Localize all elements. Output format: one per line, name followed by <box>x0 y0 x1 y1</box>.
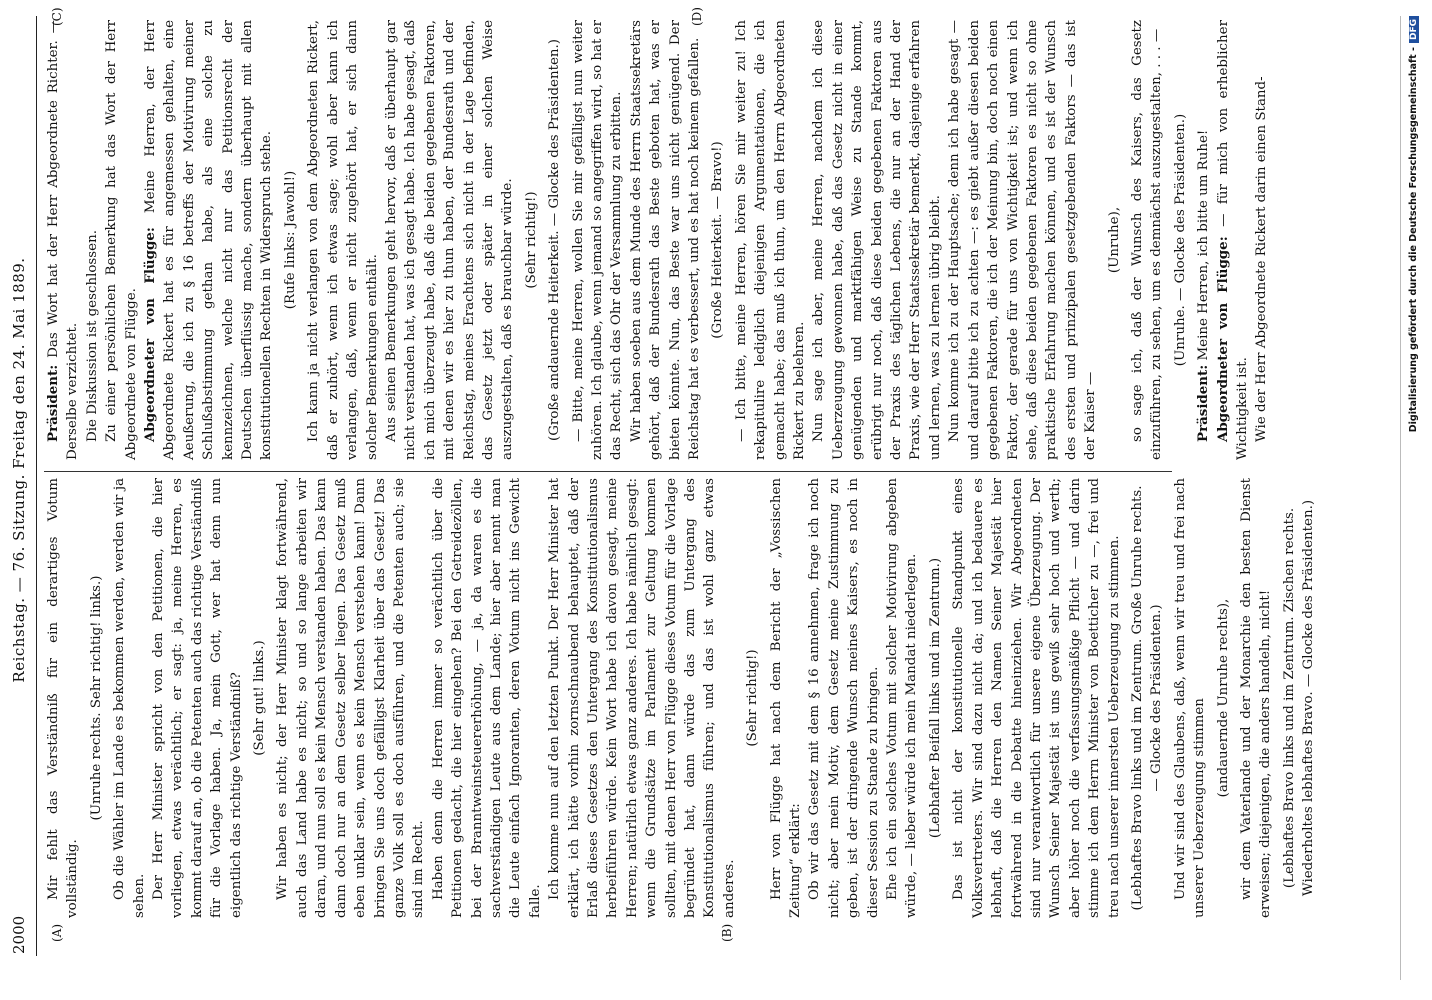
paragraph-text: (Unruhe. — Glocke des Präsidenten.) <box>1172 113 1188 367</box>
paragraph-text: Der Herr Minister spricht von den Petitionen, die hier vorliegen, etwas verächtlich; er sagt: ja, meine Herren, es kommt darauf an, ob die Petenten auch das richtige Verständniß für die Vorlage haben. Ja, mein Gott, wer hat denn nun eigentlich das richtige Verständniß? <box>151 478 244 918</box>
paragraph-text: Ob wir das Gesetz mit dem § 16 annehmen, frage ich noch nicht; aber mein Motiv, dem Gesetz meine Zustimmung zu geben, ist der dringende Wunsch meines Kaisers, es noch in dieser Session zu Stande zu bringen. <box>807 478 881 918</box>
right-paragraph <box>732 20 810 460</box>
left-interjection <box>1280 478 1319 918</box>
paragraph-text: — Bitte, meine Herren, wollen Sie mir gefälligst nun weiter zuhören. Ich glaube, wenn jemand so angegriffen wird, so hat er das Recht, sich das Ohr der Versammlung zu erbitten. <box>570 20 625 460</box>
right-interjection <box>522 20 541 460</box>
speaker-name: Präsident: <box>1195 364 1212 442</box>
paragraph-text: Wie der Herr Abgeordnete Rickert darin einen Stand- <box>1254 76 1270 442</box>
paragraph-text: Meine Herren, der Herr Abgeordnete Rickert hat es für angemessen gehalten, eine Aeußerung, die ich zu § 16 betreffs der Motivirung meiner Schlußabstimmung gethan habe, als eine solche zu kennzeichnen, welche nicht nur das Petitionsrecht der Deutschen überflüssig mache, sondern überhaupt mit allen konstitutionellen Rechten in Widerspruch stehe. <box>143 20 275 460</box>
left-paragraph <box>949 478 1124 918</box>
left-interjection <box>250 478 269 918</box>
column-divider <box>44 471 1172 472</box>
left-paragraph <box>1171 478 1210 918</box>
dfg-badge: DFG <box>1409 16 1419 43</box>
right-interjection <box>281 20 300 460</box>
paragraph-text: Nun komme ich zu der Hauptsache; denn ich habe gesagt — und darauf bitte ich zu achten —: es giebt außer diesen beiden gegebenen Faktoren, die ich der Meinung bin, doch noch einen Faktor, der gerade für uns von Wichtigkeit ist; und wenn ich sehe, daß diese beiden gegebenen Faktoren es nicht so ohne praktische Erfahrung machen können, und es ist der Wunsch des ersten und prinzipalen gesetzgebenden Faktors — das ist der Kaiser — <box>947 20 1099 460</box>
header-rule <box>36 16 37 956</box>
left-paragraph <box>429 478 545 918</box>
left-interjection <box>1214 478 1233 918</box>
paragraph-text: Meine Herren, ich bitte um Ruhe! <box>1196 129 1212 361</box>
paragraph-text: Wir haben soeben aus dem Munde des Herrn Staatssekretärs gehört, daß der Bundesrath das Beste geboten hat, was er bieten könnte. Nun, das Beste war uns nicht genügend. Der Reichstag hat es verbessert, und es hat noch keinem gefallen. <box>628 20 702 460</box>
paragraph-text: (Sehr gut! links.) <box>252 640 268 756</box>
paragraph-text: Die Diskussion ist geschlossen. <box>84 230 100 442</box>
right-paragraph <box>945 20 1100 460</box>
paragraph-text: (Lebhafter Beifall links und im Zentrum.) <box>927 557 943 839</box>
right-paragraph <box>809 20 945 460</box>
paragraph-text: (Große andauernde Heiterkeit. — Glocke des Präsidenten.) <box>547 39 563 441</box>
speaker-name: Präsident: <box>45 364 61 442</box>
right-paragraph <box>569 20 627 460</box>
paragraph-text: Wir haben es nicht; der Herr Minister klagt fortwährend, auch das Land habe es nicht; so und so lange arbeiten wir daran, und nun soll es kein Mensch verstanden haben. Das kann dann doch nur an dem Gesetz selber liegen. Das Gesetz muß eben unklar sein, wenn es kein Mensch verstehen kann! Dann bringen Sie uns doch gefälligst Klarheit über das Gesetz! Das ganze Volk soll es doch ausführen, und die Petenten auch; sie sind im Recht. <box>275 478 427 918</box>
left-paragraph <box>44 478 83 918</box>
paragraph-text: Haben denn die Herren immer so verächtlich über die Petitionen gedacht, die hier eingehen? Bei den Getreidezöllen, bei der Branntweinsteuererhöhung, — ja, da waren es die sachverständigen Leute aus dem Lande; hier aber nennt man die Leute einfach Ignoranten, deren Votum nicht ins Gewicht falle. <box>430 478 543 918</box>
paragraph-text: (andauernde Unruhe rechts), <box>1215 598 1231 798</box>
left-paragraph <box>1237 478 1276 918</box>
paragraph-text: (Sehr richtig!) <box>523 191 539 289</box>
right-interjection <box>1105 20 1124 460</box>
paragraph-text: Ich komme nun auf den letzten Punkt. Der Herr Minister hat erklärt, ich hätte vorhin zornschnaubend behauptet, daß der Erlaß dieses Gesetzes den Untergang des Konstitutionalismus herbeiführen würde. Kein Wort habe ich davon gesagt, meine Herren; natürlich etwas ganz anderes. Ich habe nämlich gesagt: wenn die Grundsätze im Parlament zur Geltung kommen sollten, mit denen Herr von Flügge dieses Votum für die Vorlage begründet hat, dann würde das zum Untergang des Konstitutionalismus führen; und das ist wohl ganz etwas anderes. <box>547 478 737 918</box>
left-paragraph <box>273 478 428 918</box>
right-interjection <box>1171 20 1190 460</box>
speaker-name: Abgeordneter von Flügge: <box>1214 236 1231 442</box>
paragraph-text: Aus seinen Bemerkungen geht hervor, daß er überhaupt gar nicht verstanden hat, was ich gesagt habe. Ich habe gesagt, daß ich mich überzeugt habe, daß die beiden gegebenen Faktoren, mit denen wir es hier zu thun haben, der Bundesrath und der Reichstag, meines Erachtens sich nicht in der Lage befinden, das Gesetz jetzt oder später in einer solchen Weise auszugestalten, daß es brauchbar würde. <box>383 20 516 460</box>
right-paragraph <box>141 20 277 460</box>
left-column <box>44 478 1317 918</box>
left-interjection <box>743 478 762 918</box>
page-header <box>0 0 36 1000</box>
left-paragraph <box>149 478 246 918</box>
speaker-name: Abgeordneter von Flügge: <box>142 227 159 442</box>
paragraph-text: Das ist nicht der konstitutionelle Standpunkt eines Volksvertreters. Wir sind dazu nicht da; und ich bedauere es lebhaft, daß die Herren den Namen Seiner Majestät hier fortwährend in die Debatte hineinziehen. Wir Abgeordneten sind nur verantwortlich für unsere eigene Überzeugung. Der Wunsch Seiner Majestät ist uns gewiß sehr hoch und werth; aber höher noch die verfassungsmäßige Pflicht — und darin stimme ich dem Herrn Minister von Boetticher zu —, frei und treu nach unserer innersten Ueberzeugung zu stimmen. <box>951 478 1122 918</box>
right-interjection <box>545 20 564 460</box>
right-paragraph <box>44 20 83 460</box>
page-number: 2000 <box>10 915 28 954</box>
left-interjection <box>926 478 945 918</box>
left-interjection <box>87 478 106 918</box>
margin-mark-d: (D) <box>690 7 704 26</box>
paragraph-text: Und wir sind des Glaubens, daß, wenn wir treu und frei nach unserer Ueberzeugung stimmen <box>1172 478 1208 918</box>
footer-rule <box>1400 16 1401 980</box>
right-interjection <box>708 20 727 460</box>
paragraph-text: Ehe ich ein solches Votum mit solcher Motivirung abgeben würde, — lieber würde ich mein Mandat niederlegen. <box>885 478 920 918</box>
left-paragraph <box>805 478 883 918</box>
paragraph-text: so sage ich, daß der Wunsch des Kaisers, das Gesetz einzuführen, zu sehen, um es demnächst auszugestalten, . . . — <box>1129 20 1165 460</box>
right-paragraph <box>304 20 382 460</box>
left-paragraph <box>110 478 149 918</box>
right-paragraph <box>627 20 705 460</box>
right-paragraph <box>1214 20 1253 460</box>
paragraph-text: — Ich bitte, meine Herren, hören Sie mir weiter zu! Ich rekapitulire lediglich diejenigen Argumentationen, die ich gemacht habe; das muß ich thun, um den Herrn Abgeordneten Rickert zu belehren. <box>733 20 808 460</box>
paragraph-text: Herr von Flügge hat nach dem Bericht der „Vossischen Zeitung“ erklärt: <box>768 478 804 918</box>
right-paragraph <box>1128 20 1167 460</box>
paragraph-text: Ich kann ja nicht verlangen von dem Abgeordneten Rickert, daß er zuhört, wenn ich etwas sage; wohl aber kann ich verlangen, daß, wenn er nicht zugehört hat, er sich dann solcher Bemerkungen enthält. <box>306 20 380 460</box>
margin-mark-c: (C) <box>50 7 64 26</box>
running-title: Reichstag. — 76. Sitzung. Freitag den 24. Mai 1889. <box>10 257 28 683</box>
paragraph-text: Mir fehlt das Verständniß für ein derartiges Votum vollständig. <box>46 478 81 918</box>
right-column <box>44 20 1270 460</box>
paragraph-text: (Rufe links: Jawohl!) <box>282 170 298 310</box>
right-paragraph <box>83 20 102 460</box>
right-paragraph <box>382 20 518 460</box>
paragraph-text: (Unruhe rechts. Sehr richtig! links.) <box>88 575 104 821</box>
paragraph-text: Nun sage ich aber, meine Herren, nachdem ich diese Ueberzeugung gewonnen habe, daß das Gesetz nicht in einer genügenden und marktfähigen Weise zu Stande kommt, erübrigt nur noch, daß diese beiden gegebenen Faktoren aus der Praxis des täglichen Lebens, die nur an der Hand der Praxis, wie der Herr Staatssekretär bemerkt, dasjenige erfahren und lernen, was zu lernen übrig bleibt. <box>811 20 943 460</box>
paragraph-text: — für mich von erheblicher Wichtigkeit ist. <box>1215 20 1250 460</box>
paragraph-text: wir dem Vaterlande und der Monarchie den besten Dienst erweisen; diejenigen, die anders handeln, nicht! <box>1238 478 1274 918</box>
right-paragraph <box>1252 20 1271 460</box>
left-paragraph <box>767 478 806 918</box>
paragraph-text: (Lebhaftes Bravo links und im Zentrum. Große Unruhe rechts. — Glocke des Präsidenten.) <box>1129 485 1165 911</box>
left-paragraph <box>883 478 922 918</box>
paragraph-text: Ob die Wähler im Lande es bekommen werden, werden wir ja sehen. <box>112 478 147 918</box>
credit-text: Digitalisierung gefördert durch die Deutsche Forschungsgemeinschaft - <box>1408 47 1419 433</box>
paragraph-text: Zu einer persönlichen Bemerkung hat das Wort der Herr Abgeordnete von Flügge. <box>104 20 139 460</box>
paragraph-text: (Unruhe), <box>1106 206 1122 274</box>
left-paragraph <box>545 478 739 918</box>
paragraph-text: (Sehr richtig!) <box>745 649 761 747</box>
left-interjection <box>1128 478 1167 918</box>
digitization-credit <box>1408 16 1419 980</box>
paragraph-text: Das Wort hat der Herr Abgeordnete Richter. — Derselbe verzichtet. <box>46 20 81 460</box>
margin-mark-a: (A) <box>50 923 64 942</box>
paragraph-text: (Lebhaftes Bravo links und im Zentrum. Zischen rechts. Wiederholtes lebhaftes Bravo. — Glocke des Präsidenten.) <box>1281 499 1317 897</box>
right-paragraph <box>102 20 141 460</box>
right-paragraph <box>1194 20 1213 460</box>
margin-mark-b: (B) <box>720 923 734 942</box>
paragraph-text: (Große Heiterkeit. — Bravo!) <box>710 141 726 339</box>
